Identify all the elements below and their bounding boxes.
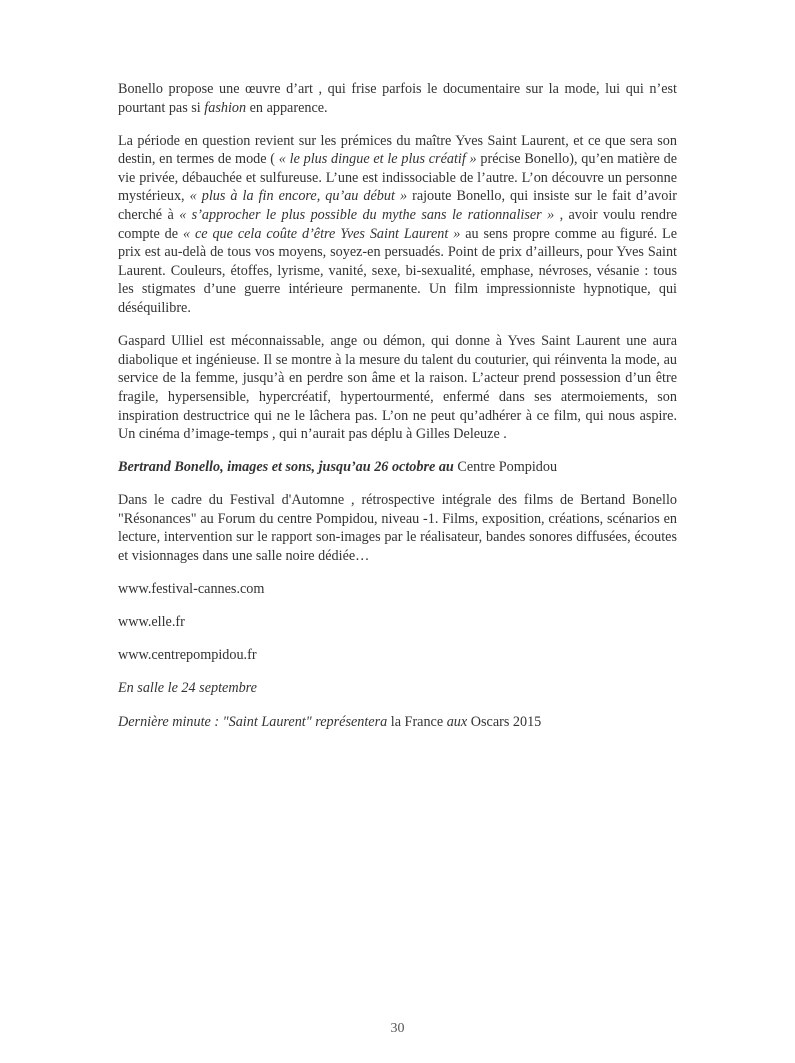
link-elle[interactable]: www.elle.fr — [118, 614, 185, 631]
last-minute-oscars: Oscars 2015 — [467, 713, 542, 730]
fashion-word: fashion — [204, 99, 247, 116]
paragraph-ulliel: Gaspard Ulliel est méconnaissable, ange ou démon, qui donne à Yves Saint Laurent une aura diabolique et ingénieuse. Il se montre à la mesure du talent du couturier, qui réinventa la mode, au service de la femme, jusqu’à en perdre son âme et la raison. L’acteur prend possession d’un être fragile, hypersensible, hypercréatif, hypertourmenté, enfermé dans ses atermoiements, son inspiration destructrice qui ne le lâchera pas. L’on ne peut qu’adhérer à ce film, qui nous aspire. Un cinéma d’image-temps , qui n’aurait pas déplu à Gilles Deleuze . — [118, 333, 677, 443]
last-minute-label: Dernière minute : "Saint Laurent" représentera — [118, 713, 388, 730]
release-date — [118, 679, 677, 698]
last-minute-france: la France — [387, 713, 447, 730]
page-content — [118, 80, 677, 746]
paragraph-last-minute — [118, 713, 677, 732]
paragraph-festival: Dans le cadre du Festival d'Automne , rétrospective intégrale des films de Bertand Bonello "Résonances" au Forum du centre Pompidou, niveau -1. Films, exposition, créations, scénarios en lecture, intervention sur le rapport son-images par le réalisateur, bandes sonores diffusées, écoutes et visionnages dans une salle noire dédiée… — [118, 492, 677, 565]
intro-end: en apparence. — [246, 99, 328, 116]
quote-fin-encore: « plus à la fin encore, qu’au début » — [189, 188, 408, 205]
period-text-d: , avoir voulu rendre compte de — [118, 207, 677, 242]
page-number: 30 — [390, 1021, 405, 1036]
release-text: En salle le 24 septembre — [118, 680, 257, 697]
link-centre-pompidou[interactable]: www.centrepompidou.fr — [118, 647, 257, 664]
period-text-a: La période en question revient sur les prémices du maître Yves Saint Laurent, et ce que sera son destin, en termes de mode ( — [118, 132, 677, 168]
period-text-c: rajoute Bonello, qui insiste sur le fait d’avoir cherché à — [118, 188, 678, 224]
quote-dingue: « le plus dingue et le plus créatif » — [278, 151, 477, 168]
last-minute-aux: aux — [446, 713, 468, 730]
paragraph-intro — [118, 80, 677, 117]
period-text-b: précise Bonello), qu’en matière de vie privée, débauchée et sulfureuse. L’une est indissociable de l’autre. L’on découvre un personne mystérieux, — [118, 151, 677, 205]
event-title: Bertrand Bonello, images et sons, jusqu’au 26 octobre au — [118, 459, 454, 476]
quote-mythe: « s’approcher le plus possible du mythe sans le rationnaliser » — [179, 207, 555, 224]
event-venue: Centre Pompidou — [453, 459, 558, 476]
quote-coute: « ce que cela coûte d’être Yves Saint Laurent » — [182, 225, 461, 242]
paragraph-period — [118, 132, 677, 318]
period-text-e: au sens propre comme au figuré. Le prix est au-delà de tous vos moyens, soyez-en persuadés. Point de prix d’ailleurs, pour Yves Saint Laurent. Couleurs, étoffes, lyrisme, vanité, sexe, bi-sexualité, emphase, névroses, vésanie : tous les stigmates d’une guerre intérieure permanente. Un film impressionniste hypnotique, qui déséquilibre. — [118, 225, 677, 317]
paragraph-event — [118, 458, 677, 477]
link-festival-cannes[interactable]: www.festival-cannes.com — [118, 581, 265, 598]
intro-text: Bonello propose une œuvre d’art , qui frise parfois le documentaire sur la mode, lui qui n’est pourtant pas si — [118, 81, 677, 116]
